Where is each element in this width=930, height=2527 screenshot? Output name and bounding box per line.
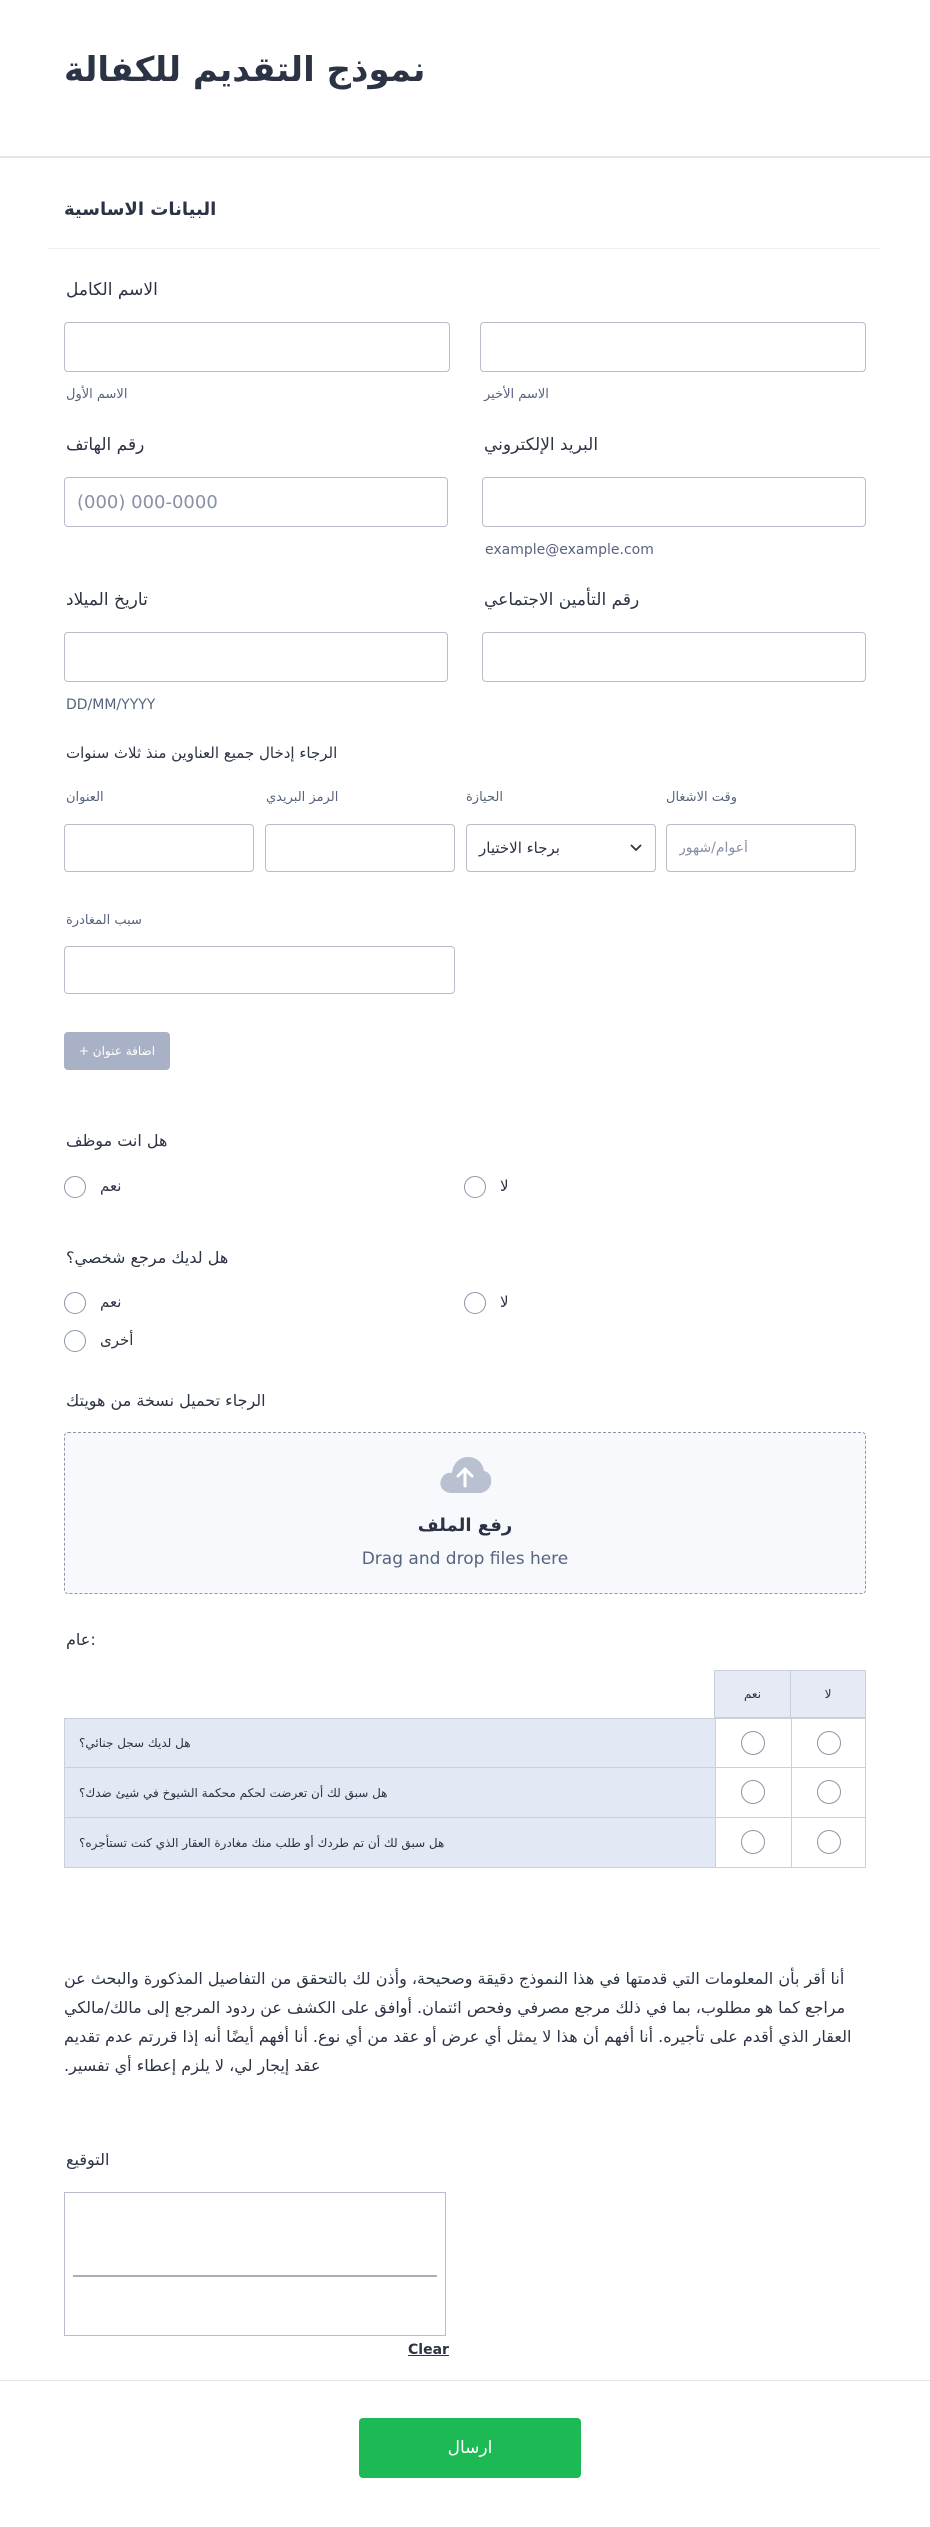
matrix-row xyxy=(64,1818,866,1868)
reference-yes-label: نعم xyxy=(100,1293,122,1311)
section-divider xyxy=(48,248,880,249)
employed-question: هل انت موظف xyxy=(66,1131,168,1150)
tenure-select[interactable] xyxy=(466,824,656,872)
signature-label: التوقيع xyxy=(66,2150,110,2169)
reference-no-label: لا xyxy=(500,1293,509,1311)
matrix-row-question: هل سبق لك أن تم طردك أو طلب منك مغادرة العقار الذي كنت تستأجره؟ xyxy=(65,1818,715,1867)
leaving-reason-label: سبب المغادرة xyxy=(66,913,142,928)
birth-date-label: تاريخ الميلاد xyxy=(66,590,148,610)
clear-signature-button[interactable]: Clear xyxy=(408,2342,449,2358)
tenure-column-label: الحيازة xyxy=(466,790,503,805)
file-upload-dropzone[interactable] xyxy=(64,1432,866,1594)
form-title: نموذج التقديم للكفالة xyxy=(64,50,426,90)
cloud-upload-icon xyxy=(438,1455,492,1495)
footer-divider xyxy=(0,2380,930,2381)
email-hint: example@example.com xyxy=(485,542,654,558)
matrix-row xyxy=(64,1718,866,1768)
full-name-label: الاسم الكامل xyxy=(66,280,158,300)
matrix-row-question: هل سبق لك أن تعرضت لحكم محكمة الشيوخ في شيئ ضدك؟ xyxy=(65,1768,715,1817)
consent-text: أنا أقر بأن المعلومات التي قدمتها في هذا النموذج دقيقة وصحيحة، وأذن لك بالتحقق من التفاصيل المذكورة والبحث عن مراجع كما هو مطلوب، بما في ذلك مرجع مصرفي وفحص ائتمان. أوافق على الكشف عن ردود المرجع إلى مالك/مالكي العقار الذي أقدم على تأجيره. أنا أفهم أن هذا لا يمثل أي عرض أو عقد من أي نوع. أنا أفهم أيضًا أنه إذا قررتم عدم تقديم عقد إيجار لي، لا يلزم إعطاء أي تفسير. xyxy=(64,1969,852,2075)
phone-label: رقم الهاتف xyxy=(66,435,145,455)
add-address-button[interactable]: + اضافة عنوان xyxy=(64,1032,170,1070)
signature-pad[interactable] xyxy=(64,2192,446,2336)
employed-no-radio[interactable] xyxy=(464,1176,486,1198)
email-label: البريد الإلكتروني xyxy=(484,435,599,455)
last-name-sublabel: الاسم الأخير xyxy=(484,387,549,402)
chevron-down-icon xyxy=(629,843,643,853)
section-title: البيانات الاساسية xyxy=(64,199,217,220)
matrix-column-no: لا xyxy=(790,1670,866,1718)
birth-date-hint: DD/MM/YYYY xyxy=(66,697,156,713)
ssn-label: رقم التأمين الاجتماعي xyxy=(484,590,640,610)
matrix-row1-yes-radio[interactable] xyxy=(741,1731,765,1755)
reference-other-radio[interactable] xyxy=(64,1330,86,1352)
birth-date-input[interactable] xyxy=(64,632,448,682)
upload-subtitle: Drag and drop files here xyxy=(361,1549,569,1569)
employed-yes-radio[interactable] xyxy=(64,1176,86,1198)
first-name-input[interactable] xyxy=(64,322,450,372)
signature-baseline xyxy=(73,2275,437,2277)
addresses-prompt: الرجاء إدخال جميع العناوين منذ ثلاث سنوات xyxy=(66,744,338,762)
address-column-label: العنوان xyxy=(66,790,104,805)
general-label: عام: xyxy=(66,1630,96,1649)
leaving-reason-input[interactable] xyxy=(64,946,455,994)
employed-no-label: لا xyxy=(500,1177,509,1195)
reference-question: هل لديك مرجع شخصي؟ xyxy=(66,1248,229,1267)
address-input[interactable] xyxy=(64,824,254,872)
upload-title: رفع الملف xyxy=(417,1515,513,1536)
first-name-sublabel: الاسم الأول xyxy=(66,387,128,402)
matrix-row xyxy=(64,1768,866,1818)
phone-input[interactable] xyxy=(64,477,448,527)
matrix-column-yes: نعم xyxy=(714,1670,791,1718)
zip-column-label: الرمز البريدي xyxy=(266,790,339,805)
matrix-row1-no-radio[interactable] xyxy=(817,1731,841,1755)
matrix-row2-no-radio[interactable] xyxy=(817,1780,841,1804)
duration-input[interactable] xyxy=(666,824,856,872)
matrix-row3-yes-radio[interactable] xyxy=(741,1830,765,1854)
employed-yes-label: نعم xyxy=(100,1177,122,1195)
upload-label: الرجاء تحميل نسخة من هويتك xyxy=(66,1391,266,1410)
ssn-input[interactable] xyxy=(482,632,866,682)
reference-other-label: أخرى xyxy=(100,1331,134,1349)
zip-input[interactable] xyxy=(265,824,455,872)
tenure-select-value: برجاء الاختيار xyxy=(479,839,560,857)
reference-yes-radio[interactable] xyxy=(64,1292,86,1314)
submit-button[interactable]: ارسال xyxy=(359,2418,581,2478)
matrix-row2-yes-radio[interactable] xyxy=(741,1780,765,1804)
email-input[interactable] xyxy=(482,477,866,527)
last-name-input[interactable] xyxy=(480,322,866,372)
matrix-row-question: هل لديك سجل جنائي؟ xyxy=(65,1719,715,1767)
form-header xyxy=(0,0,930,158)
reference-no-radio[interactable] xyxy=(464,1292,486,1314)
matrix-row3-no-radio[interactable] xyxy=(817,1830,841,1854)
duration-column-label: وقت الاشغال xyxy=(666,790,737,805)
